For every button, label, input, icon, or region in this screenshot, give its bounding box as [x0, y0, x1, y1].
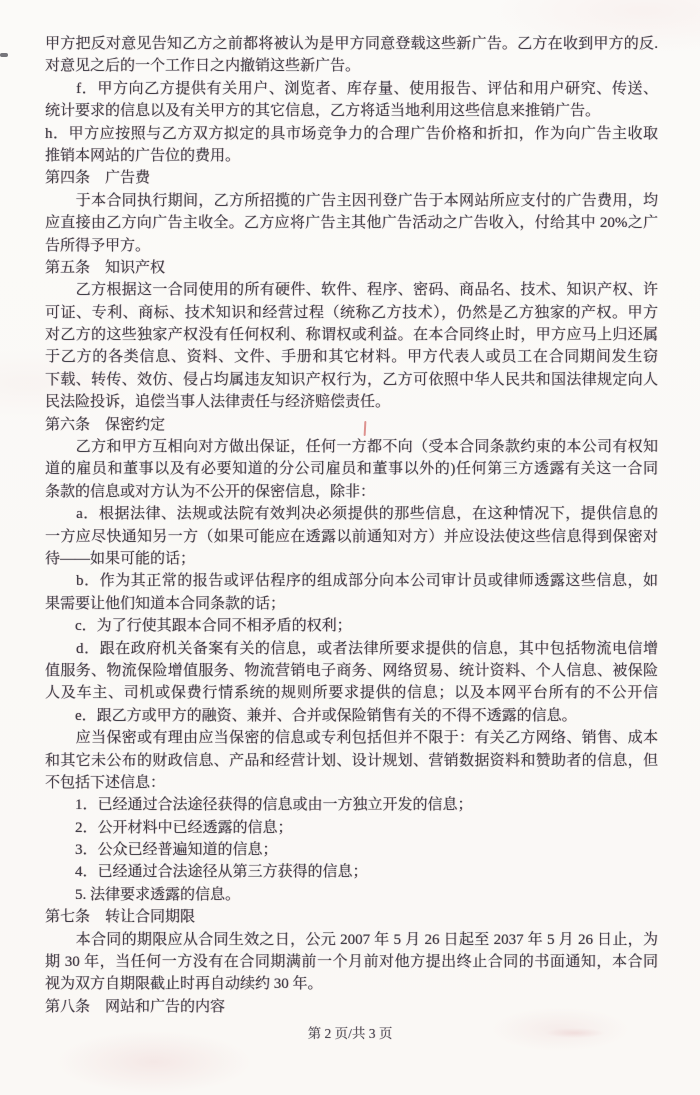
text-line: h．甲方应按照与乙方双方拟定的具市场竞争力的合理广告价格和折扣，作为向广告主收取: [45, 125, 658, 142]
text-line: 一方应尽快通知另一方（如果可能应在透露以前通知对方）并应设法使这些信息得到保密对: [45, 528, 658, 545]
text-line: a．根据法律、法规或法院有效判决必须提供的那些信息，在这种情况下，提供信息的: [45, 506, 658, 523]
text-line: 应直接由乙方向广告主收全。乙方应将广告主其他广告活动之广告收入，付给其中 20%之广: [45, 215, 658, 232]
scan-artifact-edge-speck: [0, 53, 8, 57]
text-line: 和其它未公布的财政信息、产品和经营计划、设计规划、营销数据资料和赞助者的信息，但: [45, 752, 658, 769]
text-line: 视为双方自期限截止时再自动续约 30 年。: [45, 976, 323, 993]
text-line: 期 30 年，当任何一方没有在合同期满前一个月前对他方提出终止合同的书面通知，本合同: [45, 954, 658, 971]
text-line: d．跟在政府机关备案有关的信息，或者法律所要求提供的信息，其中包括物流电信增: [45, 640, 658, 657]
text-line: 不包括下述信息：: [45, 774, 166, 791]
page-number: 第 2 页/共 3 页: [307, 1026, 393, 1041]
text-line: 条款的信息或对方认为不公开的保密信息，除非：: [45, 483, 376, 500]
text-line: e．跟乙方或甲方的融资、兼并、合并或保险销售有关的不得不透露的信息。: [45, 707, 577, 724]
text-line: 第八条 网站和广告的内容: [45, 998, 226, 1015]
text-line: 推销本网站的广告位的费用。: [45, 147, 241, 164]
text-line: 甲方把反对意见告知乙方之前都将被认为是甲方同意登载这些新广告。乙方在收到甲方的反.: [45, 36, 658, 52]
text-line: 民法险投诉，追偿当事人法律责任与经济赔偿责任。: [45, 394, 391, 411]
text-line: 第七条 转让合同期限: [45, 909, 196, 926]
text-line: 告所得予甲方。: [45, 237, 151, 254]
text-line: 可证、专利、商标、技术知识和经营过程（统称乙方技术），仍然是乙方独家的产权。甲方: [45, 304, 658, 321]
text-line: 4．已经通过合法途径从第三方获得的信息；: [45, 864, 368, 881]
text-line: 对乙方的这些独家产权没有任何权利、称谓权或利益。在本合同终止时，甲方应马上归还属: [45, 327, 658, 344]
text-line: 果需要让他们知道本合同条款的话；: [45, 595, 286, 612]
text-line: 应当保密或有理由应当保密的信息或专利包括但并不限于：有关乙方网络、销售、成本: [45, 730, 658, 747]
text-line: 本合同的期限应从合同生效之日，公元 2007 年 5 月 26 日起至 2037 年 5 月 26 日止，为: [45, 931, 658, 948]
text-line: 第五条 知识产权: [45, 259, 166, 276]
text-line: c．为了行使其跟本合同不相矛盾的权利；: [45, 618, 352, 635]
text-line: 下载、转传、效仿、侵占均属违友知识产权行为，乙方可依照中华人民共和国法律规定向人: [45, 371, 658, 388]
text-line: 统计要求的信息以及有关甲方的其它信息，乙方将适当地利用这些信息来推销广告。: [45, 103, 601, 120]
scan-artifact-pink-smudge: [545, 1028, 605, 1038]
text-line: 乙方和甲方互相向对方做出保证，任何一方都不向（受本合同条款约束的本公司有权知: [45, 439, 658, 456]
text-line: 待——如果可能的话；: [45, 550, 196, 567]
text-line: 乙方根据这一合同使用的所有硬件、软件、程序、密码、商品名、技术、知识产权、许: [45, 282, 658, 299]
contract-text: [45, 33, 658, 1018]
text-line: 2．公开材料中已经透露的信息；: [45, 819, 293, 836]
text-line: 值服务、物流保险增值服务、物流营销电子商务、网络贸易、统计资料、个人信息、被保险: [45, 662, 658, 679]
text-line: b．作为其正常的报告或评估程序的组成部分向本公司审计员或律师透露这些信息，如: [45, 573, 658, 590]
text-line: 第四条 广告费: [45, 170, 151, 187]
text-line: 于乙方的各类信息、资料、文件、手册和其它材料。甲方代表人或员工在合同期间发生窃: [45, 349, 658, 366]
text-line: 第六条 保密约定: [45, 416, 166, 433]
text-line: 道的雇员和董事以及有必要知道的分公司雇员和董事以外的)任何第三方透露有关这一合同: [45, 461, 658, 478]
text-line: 3．公众已经普遍知道的信息；: [45, 842, 278, 859]
text-line: 人及车主、司机或保费行情系统的规则所要求提供的信息；以及本网平台所有的不公开信: [45, 685, 658, 702]
text-line: 1．已经通过合法途径获得的信息或由一方独立开发的信息；: [45, 797, 473, 814]
text-line: 对意见之后的一个工作日之内撤销这些新广告。: [45, 58, 361, 75]
text-line: 5. 法律要求透露的信息。: [45, 886, 241, 903]
text-line: f．甲方向乙方提供有关用户、浏览者、库存量、使用报告、评估和用户研究、传送、: [45, 80, 658, 97]
text-line: 于本合同执行期间，乙方所招揽的广告主因刊登广告于本网站所应支付的广告费用，均: [45, 192, 658, 209]
